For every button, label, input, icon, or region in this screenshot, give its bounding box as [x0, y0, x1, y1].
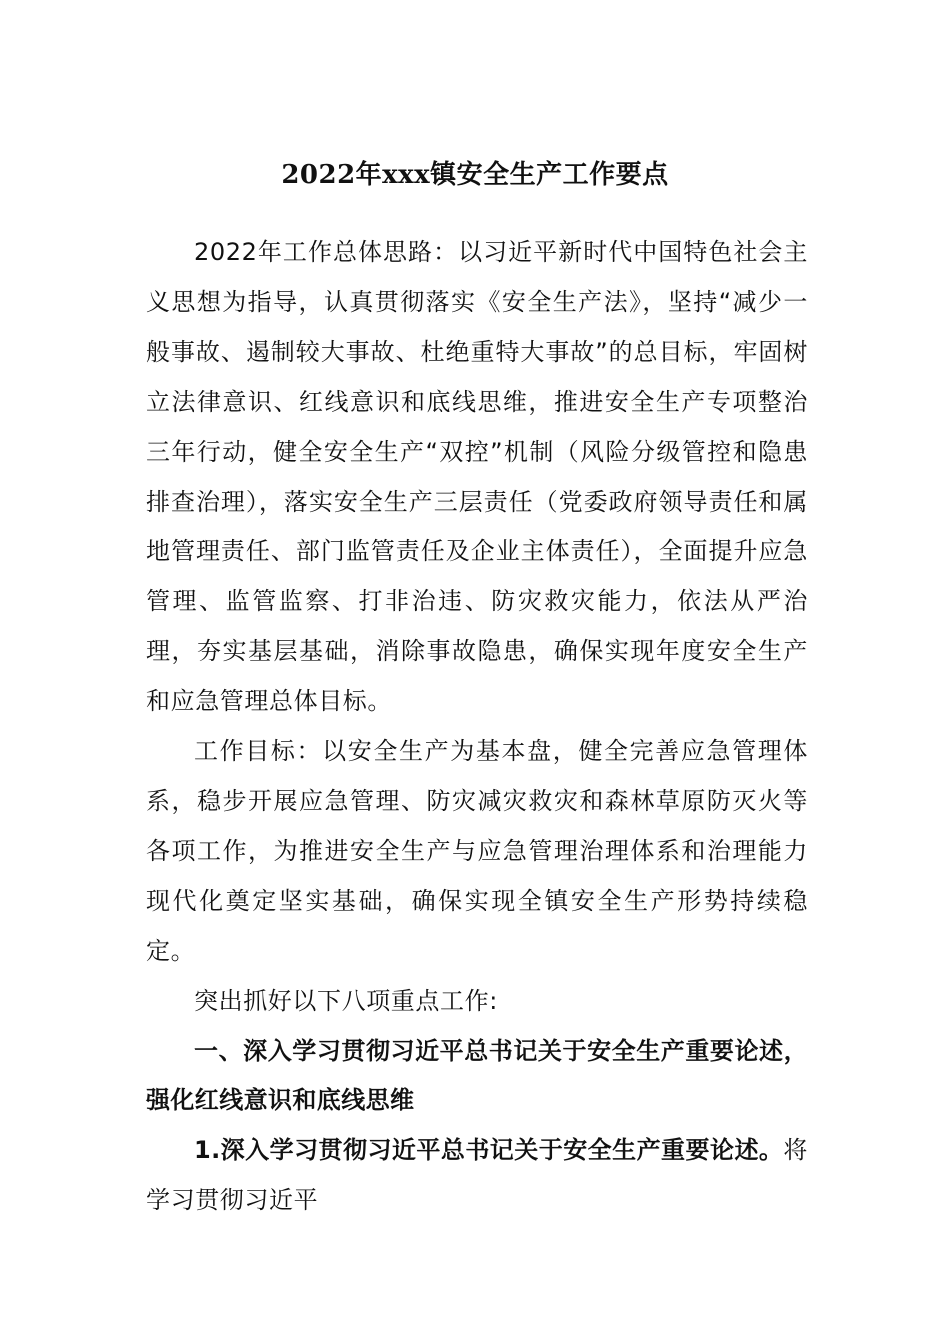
document-body	[146, 228, 808, 1226]
document-title: 2022年xxx镇安全生产工作要点	[281, 160, 669, 190]
section-heading-1: 一、深入学习贯彻习近平总书记关于安全生产重要论述，强化红线意识和底线思维	[146, 1036, 808, 1115]
paragraph-work-goals: 工作目标：以安全生产为基本盘，健全完善应急管理体系，稳步开展应急管理、防灾减灾救灾和森林草原防灭火等各项工作，为推进安全生产与应急管理治理体系和治理能力现代化奠定坚实基础，确保实现全镇安全生产形势持续稳定。	[146, 737, 808, 965]
paragraph-overall-approach: 2022年工作总体思路：以习近平新时代中国特色社会主义思想为指导，认真贯彻落实《安全生产法》，坚持“减少一般事故、遏制较大事故、杜绝重特大事故”的总目标，牢固树立法律意识、红线意识和底线思维，推进安全生产专项整治三年行动，健全安全生产“双控”机制（风险分级管控和隐患排查治理），落实安全生产三层责任（党委政府领导责任和属地管理责任、部门监管责任及企业主体责任），全面提升应急管理、监管监察、打非治违、防灾救灾能力，依法从严治理，夯实基层基础，消除事故隐患，确保实现年度安全生产和应急管理总体目标。	[146, 238, 808, 716]
paragraph-key-tasks-intro: 突出抓好以下八项重点工作:	[194, 986, 498, 1015]
item-1	[146, 1126, 808, 1226]
item-1-text: 将学习贯彻习近平	[146, 1136, 808, 1215]
item-1-heading: 1.深入学习贯彻习近平总书记关于安全生产重要论述。	[194, 1136, 784, 1165]
